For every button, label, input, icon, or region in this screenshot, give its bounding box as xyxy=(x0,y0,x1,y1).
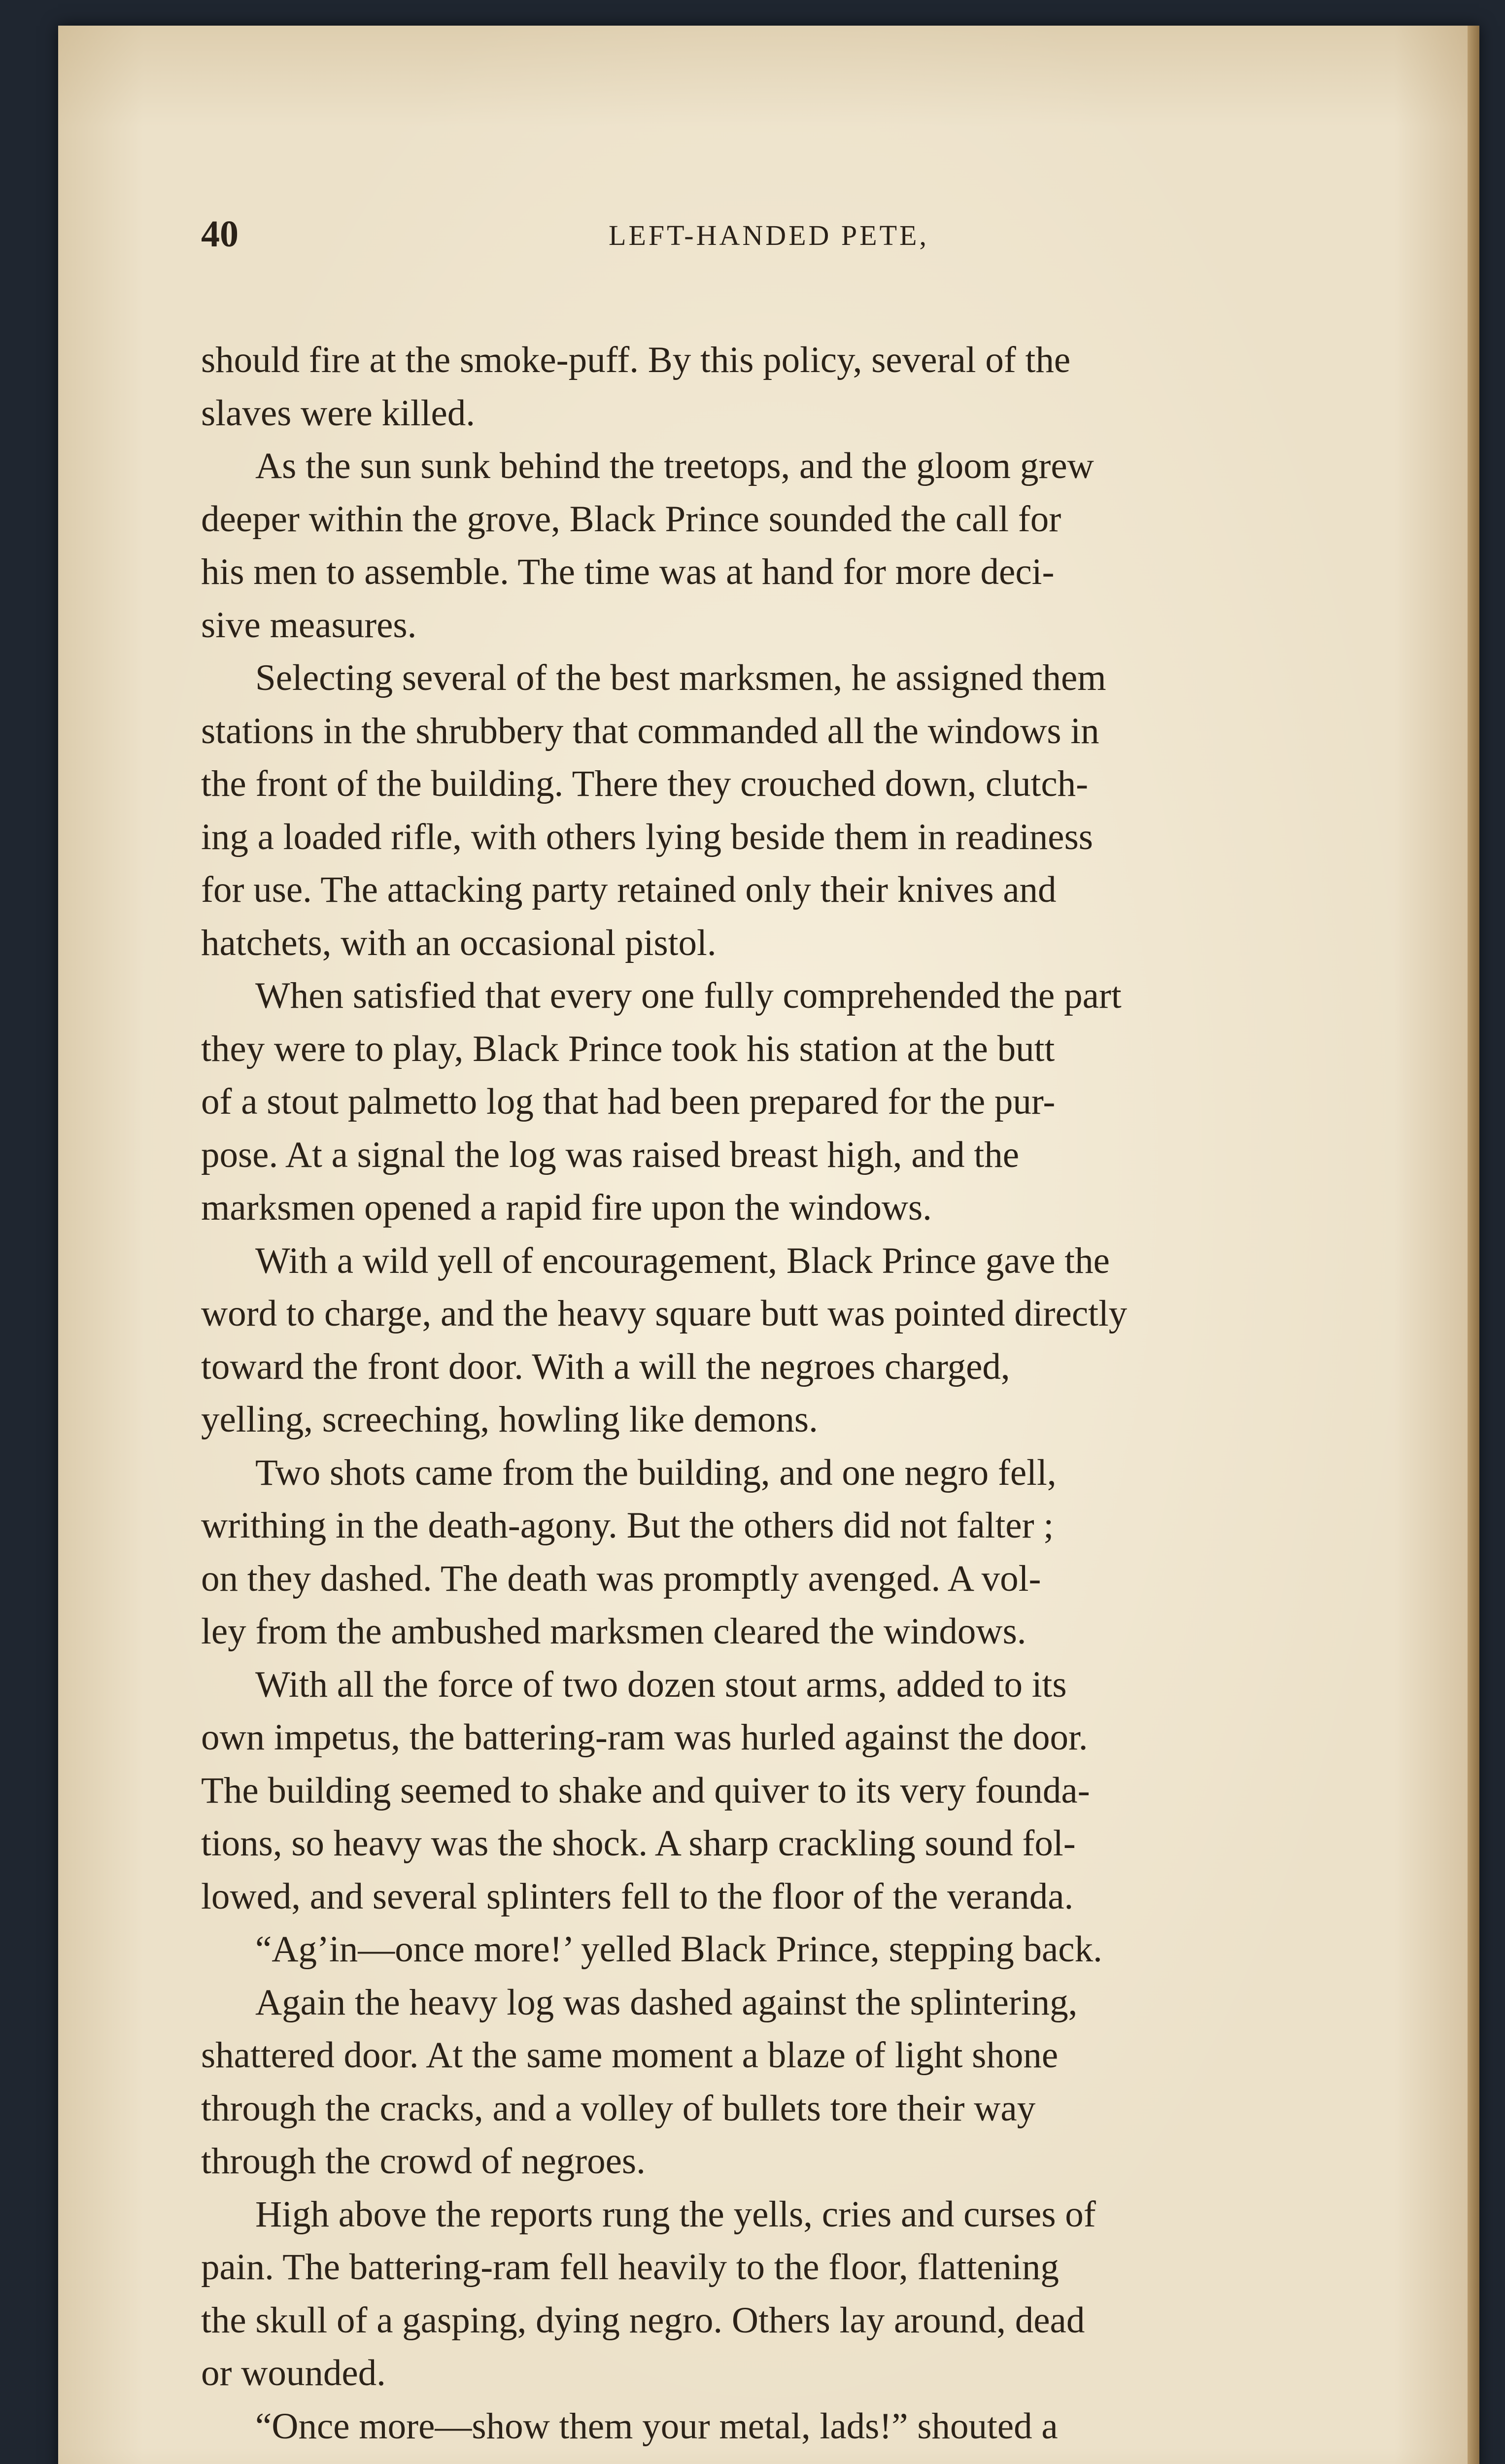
text-line: on they dashed. The death was promptly avenged. A vol- xyxy=(201,1558,1041,1599)
text-line: for use. The attacking party retained only their knives and xyxy=(201,869,1057,910)
text-line: word to charge, and the heavy square butt was pointed directly xyxy=(201,1293,1128,1334)
text-line: The building seemed to shake and quiver to its very founda- xyxy=(201,1770,1090,1811)
text-line: pose. At a signal the log was raised breast high, and the xyxy=(201,1134,1020,1175)
text-line: deeper within the grove, Black Prince sounded the call for xyxy=(201,498,1061,540)
text-line: own impetus, the battering-ram was hurled against the door. xyxy=(201,1717,1088,1758)
text-line: With a wild yell of encouragement, Black Prince gave the xyxy=(255,1240,1110,1281)
text-line: toward the front door. With a will the negroes charged, xyxy=(201,1346,1010,1387)
text-line: through the crowd of negroes. xyxy=(201,2141,646,2182)
text-line: hatchets, with an occasional pistol. xyxy=(201,922,717,963)
text-line: they were to play, Black Prince took his station at the butt xyxy=(201,1028,1055,1069)
text-line: tions, so heavy was the shock. A sharp crackling sound fol- xyxy=(201,1823,1076,1864)
book-page xyxy=(58,26,1479,2464)
text-line: his men to assemble. The time was at hand for more deci- xyxy=(201,551,1055,592)
page-number: 40 xyxy=(201,213,239,255)
text-line: “Ag’in—once more!’ yelled Black Prince, stepping back. xyxy=(255,1929,1102,1970)
running-title: LEFT-HANDED PETE, xyxy=(609,219,929,251)
text-line: sive measures. xyxy=(201,604,417,646)
text-line: “Once more—show them your metal, lads!” shouted a xyxy=(255,2405,1058,2447)
text-line: or wounded. xyxy=(201,2353,386,2394)
text-line: marksmen opened a rapid fire upon the windows. xyxy=(201,1187,932,1228)
text-line: should fire at the smoke-puff. By this policy, several of the xyxy=(201,340,1071,380)
body-text xyxy=(201,334,1505,2453)
text-line: ley from the ambushed marksmen cleared the windows. xyxy=(201,1611,1026,1652)
text-line: lowed, and several splinters fell to the floor of the veranda. xyxy=(201,1876,1074,1917)
text-line: Again the heavy log was dashed against the splintering, xyxy=(255,1982,1078,2023)
text-line: Selecting several of the best marksmen, he assigned them xyxy=(255,657,1106,698)
text-line: of a stout palmetto log that had been prepared for the pur- xyxy=(201,1081,1056,1122)
page-header xyxy=(58,213,1479,272)
text-line: yelling, screeching, howling like demons. xyxy=(201,1399,818,1440)
text-line: When satisfied that every one fully comprehended the part xyxy=(255,975,1122,1016)
text-line: stations in the shrubbery that commanded all the windows in xyxy=(201,710,1099,752)
text-line: writhing in the death-agony. But the others did not falter ; xyxy=(201,1505,1054,1546)
text-line: shattered door. At the same moment a blaze of light shone xyxy=(201,2035,1059,2076)
text-line: through the cracks, and a volley of bullets tore their way xyxy=(201,2088,1036,2129)
text-line: the skull of a gasping, dying negro. Others lay around, dead xyxy=(201,2299,1085,2341)
text-line: ing a loaded rifle, with others lying beside them in readiness xyxy=(201,816,1093,857)
text-line: High above the reports rung the yells, cries and curses of xyxy=(255,2193,1096,2235)
text-line: As the sun sunk behind the treetops, and the gloom grew xyxy=(255,445,1094,486)
text-line: With all the force of two dozen stout arms, added to its xyxy=(255,1664,1067,1705)
text-line: pain. The battering-ram fell heavily to the floor, flattening xyxy=(201,2247,1059,2288)
text-line: the front of the building. There they crouched down, clutch- xyxy=(201,763,1089,804)
text-line: slaves were killed. xyxy=(201,392,476,434)
text-line: Two shots came from the building, and one negro fell, xyxy=(255,1452,1057,1493)
